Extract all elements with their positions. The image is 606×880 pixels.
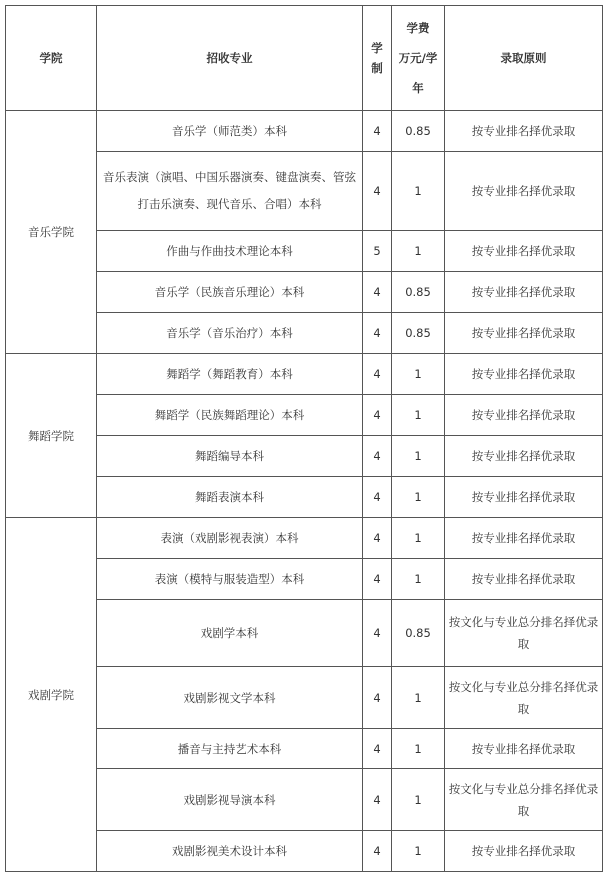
rule-cell: 按专业排名择优录取 bbox=[445, 729, 603, 769]
major-cell: 舞蹈表演本科 bbox=[97, 477, 363, 518]
rule-cell: 按文化与专业总分排名择优录取 bbox=[445, 667, 603, 729]
fee-cell: 1 bbox=[392, 729, 445, 769]
years-cell: 4 bbox=[363, 600, 392, 667]
header-college: 学院 bbox=[6, 6, 97, 111]
years-cell: 4 bbox=[363, 667, 392, 729]
rule-cell: 按专业排名择优录取 bbox=[445, 272, 603, 313]
years-cell: 4 bbox=[363, 152, 392, 231]
rule-cell: 按专业排名择优录取 bbox=[445, 831, 603, 872]
years-cell: 4 bbox=[363, 559, 392, 600]
major-cell: 播音与主持艺术本科 bbox=[97, 729, 363, 769]
fee-cell: 1 bbox=[392, 477, 445, 518]
fee-cell: 1 bbox=[392, 518, 445, 559]
major-cell: 音乐学（师范类）本科 bbox=[97, 111, 363, 152]
major-cell: 音乐学（音乐治疗）本科 bbox=[97, 313, 363, 354]
header-major: 招收专业 bbox=[97, 6, 363, 111]
rule-cell: 按文化与专业总分排名择优录取 bbox=[445, 600, 603, 667]
major-cell: 舞蹈编导本科 bbox=[97, 436, 363, 477]
rule-cell: 按专业排名择优录取 bbox=[445, 354, 603, 395]
header-years: 学制 bbox=[363, 6, 392, 111]
header-fee-line1: 学费 bbox=[406, 21, 430, 35]
major-cell: 舞蹈学（民族舞蹈理论）本科 bbox=[97, 395, 363, 436]
fee-cell: 0.85 bbox=[392, 600, 445, 667]
fee-cell: 1 bbox=[392, 231, 445, 272]
major-cell: 戏剧影视文学本科 bbox=[97, 667, 363, 729]
rule-cell: 按专业排名择优录取 bbox=[445, 436, 603, 477]
rule-cell: 按专业排名择优录取 bbox=[445, 111, 603, 152]
college-cell: 音乐学院 bbox=[6, 111, 97, 354]
fee-cell: 0.85 bbox=[392, 313, 445, 354]
college-cell: 戏剧学院 bbox=[6, 518, 97, 872]
rule-cell: 按专业排名择优录取 bbox=[445, 231, 603, 272]
rule-cell: 按专业排名择优录取 bbox=[445, 559, 603, 600]
years-cell: 4 bbox=[363, 729, 392, 769]
fee-cell: 0.85 bbox=[392, 272, 445, 313]
rule-cell: 按专业排名择优录取 bbox=[445, 477, 603, 518]
major-cell: 音乐表演（演唱、中国乐器演奏、键盘演奏、管弦打击乐演奏、现代音乐、合唱）本科 bbox=[97, 152, 363, 231]
years-cell: 4 bbox=[363, 518, 392, 559]
major-cell: 戏剧学本科 bbox=[97, 600, 363, 667]
years-cell: 5 bbox=[363, 231, 392, 272]
years-cell: 4 bbox=[363, 436, 392, 477]
fee-cell: 1 bbox=[392, 559, 445, 600]
major-cell: 舞蹈学（舞蹈教育）本科 bbox=[97, 354, 363, 395]
major-cell: 戏剧影视美术设计本科 bbox=[97, 831, 363, 872]
years-cell: 4 bbox=[363, 769, 392, 831]
rule-cell: 按专业排名择优录取 bbox=[445, 395, 603, 436]
fee-cell: 1 bbox=[392, 831, 445, 872]
table-row bbox=[6, 111, 603, 152]
years-cell: 4 bbox=[363, 477, 392, 518]
fee-cell: 1 bbox=[392, 395, 445, 436]
major-cell: 作曲与作曲技术理论本科 bbox=[97, 231, 363, 272]
college-cell: 舞蹈学院 bbox=[6, 354, 97, 518]
years-cell: 4 bbox=[363, 272, 392, 313]
header-fee-line2: 万元/学 bbox=[398, 51, 438, 65]
header-row bbox=[6, 6, 603, 111]
table-row bbox=[6, 518, 603, 559]
fee-cell: 1 bbox=[392, 769, 445, 831]
fee-cell: 1 bbox=[392, 436, 445, 477]
fee-cell: 0.85 bbox=[392, 111, 445, 152]
fee-cell: 1 bbox=[392, 354, 445, 395]
table-row bbox=[6, 354, 603, 395]
years-cell: 4 bbox=[363, 111, 392, 152]
years-cell: 4 bbox=[363, 395, 392, 436]
admissions-table bbox=[5, 5, 603, 872]
header-fee-line3: 年 bbox=[412, 81, 424, 95]
years-cell: 4 bbox=[363, 313, 392, 354]
major-cell: 戏剧影视导演本科 bbox=[97, 769, 363, 831]
rule-cell: 按专业排名择优录取 bbox=[445, 518, 603, 559]
major-cell: 音乐学（民族音乐理论）本科 bbox=[97, 272, 363, 313]
fee-cell: 1 bbox=[392, 152, 445, 231]
rule-cell: 按文化与专业总分排名择优录取 bbox=[445, 769, 603, 831]
rule-cell: 按专业排名择优录取 bbox=[445, 313, 603, 354]
years-cell: 4 bbox=[363, 354, 392, 395]
major-cell: 表演（模特与服装造型）本科 bbox=[97, 559, 363, 600]
header-fee bbox=[392, 6, 445, 111]
header-rule: 录取原则 bbox=[445, 6, 603, 111]
years-cell: 4 bbox=[363, 831, 392, 872]
major-cell: 表演（戏剧影视表演）本科 bbox=[97, 518, 363, 559]
fee-cell: 1 bbox=[392, 667, 445, 729]
rule-cell: 按专业排名择优录取 bbox=[445, 152, 603, 231]
